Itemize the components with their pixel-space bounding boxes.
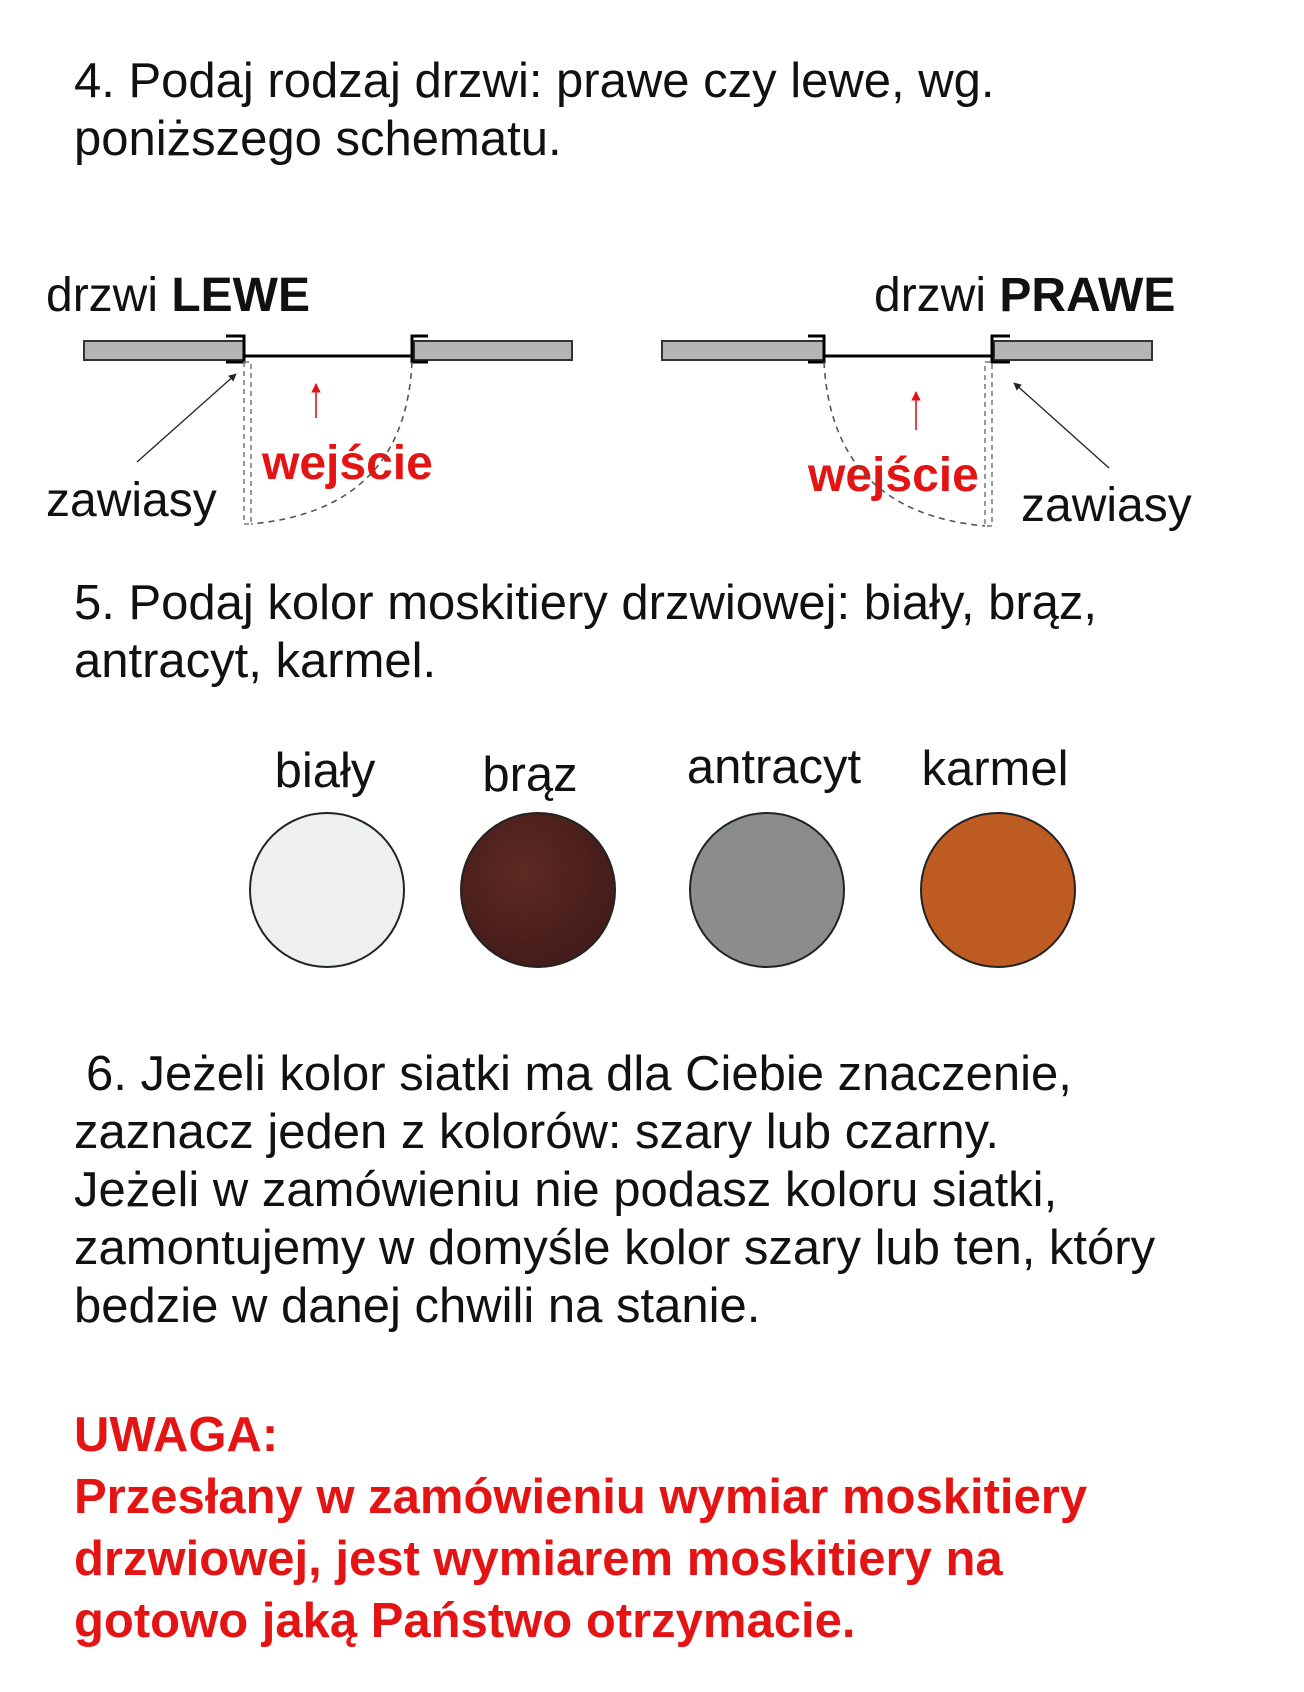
swatch-bialy [249, 812, 405, 968]
right-door-prefix: drzwi [874, 269, 1000, 322]
warning-line: gotowo jaką Państwo otrzymacie. [74, 1594, 856, 1648]
right-wall-left [662, 341, 824, 360]
section-6-line: bedzie w danej chwili na stanie. [74, 1279, 761, 1333]
swatch-label-braz: brąz [482, 748, 578, 802]
section-4-instruction: 4. Podaj rodzaj drzwi: prawe czy lewe, wg. poniższego schematu. [74, 54, 995, 166]
left-entry-label: wejście [262, 437, 433, 490]
swatch-label-bialy: biały [274, 744, 376, 798]
left-door-type: LEWE [171, 269, 310, 322]
left-door-prefix: drzwi [46, 269, 172, 322]
right-hinge-arrow [1014, 383, 1109, 468]
swatch-label-karmel: karmel [921, 742, 1069, 796]
right-door-type: PRAWE [999, 269, 1176, 322]
swatch-karmel [920, 812, 1076, 968]
left-door-drawing [84, 336, 572, 524]
swatch-label-antracyt: antracyt [686, 740, 862, 794]
right-door-leaf [985, 362, 992, 526]
section-6-line: zamontujemy w domyśle kolor szary lub ten, który [74, 1221, 1156, 1275]
right-wall-right [994, 341, 1152, 360]
warning-line: drzwiowej, jest wymiarem moskitiery na [74, 1532, 1003, 1586]
right-hinges-label: zawiasy [1021, 479, 1192, 532]
left-hinges-label: zawiasy [46, 474, 217, 527]
right-entry-label: wejście [808, 449, 979, 502]
warning-title: UWAGA: [74, 1408, 279, 1462]
left-wall-right [414, 341, 572, 360]
warning-body [74, 1466, 1274, 1652]
door-diagram [0, 0, 1304, 560]
right-door-drawing [662, 336, 1152, 526]
left-swing-arc [251, 362, 412, 524]
section-5-instruction: 5. Podaj kolor moskitiery drzwiowej: biały, brąz, antracyt, karmel. [74, 576, 1098, 688]
left-hinge-arrow [137, 374, 236, 462]
left-door-leaf [244, 362, 251, 524]
swatch-antracyt [689, 812, 845, 968]
right-swing-arc [824, 362, 985, 526]
section-6-line: 6. Jeżeli kolor siatki ma dla Ciebie znaczenie, [86, 1047, 1072, 1101]
section-6-line: Jeżeli w zamówieniu nie podasz koloru siatki, [74, 1163, 1058, 1217]
section-6-instruction [74, 1045, 1294, 1335]
left-wall-left [84, 341, 244, 360]
warning-line: Przesłany w zamówieniu wymiar moskitiery [74, 1470, 1088, 1524]
swatch-braz [460, 812, 616, 968]
section-6-line: zaznacz jeden z kolorów: szary lub czarny. [74, 1105, 1000, 1159]
